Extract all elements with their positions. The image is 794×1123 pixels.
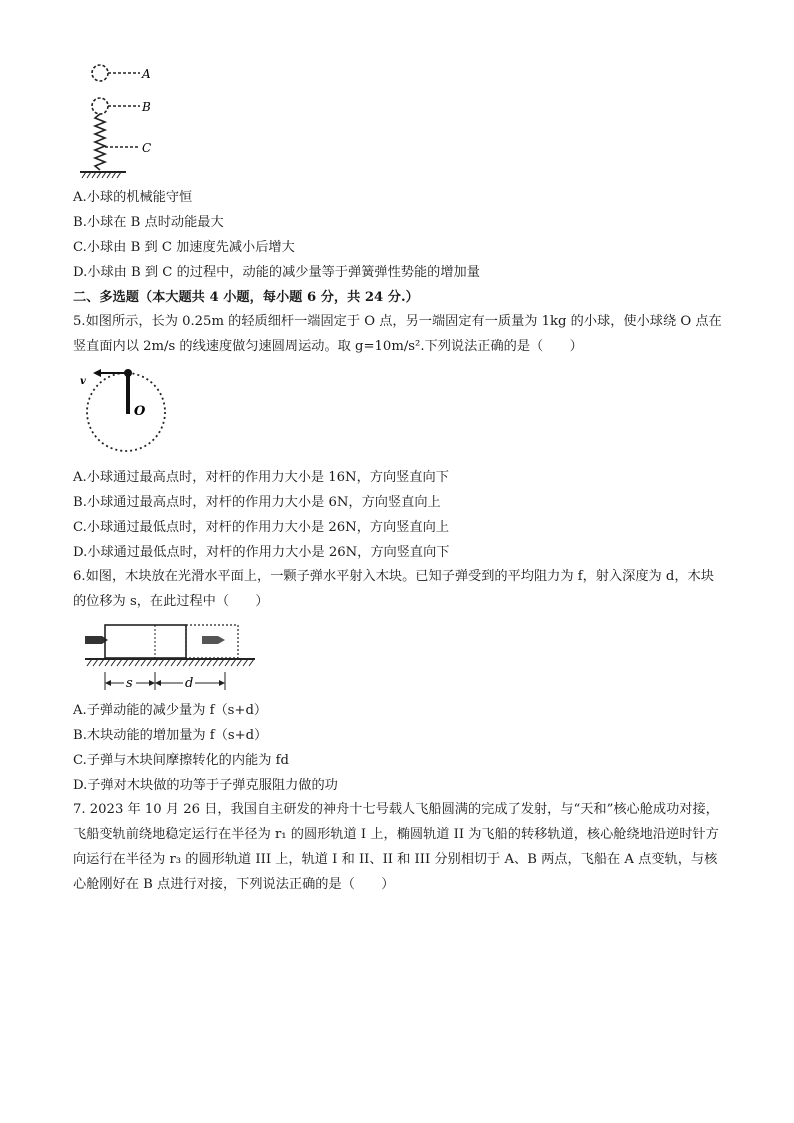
label-s: s	[126, 676, 133, 691]
label-a: A	[142, 67, 151, 81]
section-title: 二、多选题（本大题共 4 小题，每小题 6 分，共 24 分.）	[73, 290, 419, 305]
spring-figure	[78, 60, 168, 184]
label-b: B	[142, 100, 151, 114]
block-initial	[105, 625, 186, 658]
q6-option-b: B.木块动能的增加量为 f（s+d）	[73, 728, 268, 743]
q5-option-b: B.小球通过最高点时，对杆的作用力大小是 6N，方向竖直向上	[73, 495, 441, 510]
q6-option-a: A.子弹动能的减少量为 f（s+d）	[73, 703, 268, 718]
ball-position-a	[92, 65, 108, 81]
circle-rod-figure	[76, 364, 176, 458]
q5-option-d: D.小球通过最低点时，对杆的作用力大小是 26N，方向竖直向下	[73, 545, 450, 560]
q4-option-a: A.小球的机械能守恒	[73, 190, 193, 205]
q4-option-c: C.小球由 B 到 C 加速度先减小后增大	[73, 240, 295, 255]
label-v: v	[80, 376, 86, 387]
bullet-final	[202, 636, 225, 644]
q4-option-d: D.小球由 B 到 C 的过程中，动能的减少量等于弹簧弹性势能的增加量	[73, 265, 480, 280]
q5-option-a: A.小球通过最高点时，对杆的作用力大小是 16N，方向竖直向下	[73, 470, 449, 485]
bullet-block-figure	[80, 620, 260, 698]
spring	[95, 114, 105, 170]
q6-option-d: D.子弹对木块做的功等于子弹克服阻力做的功	[73, 778, 338, 793]
q6-stem: 6.如图，木块放在光滑水平面上，一颗子弹水平射入木块。已知子弹受到的平均阻力为 f，射入深度为 d，木块的位移为 s，在此过程中（ ）	[73, 569, 714, 609]
q5-option-c: C.小球通过最低点时，对杆的作用力大小是 26N，方向竖直向上	[73, 520, 450, 535]
label-c: C	[142, 141, 152, 155]
q5-stem: 5.如图所示，长为 0.25m 的轻质细杆一端固定于 O 点，另一端固定有一质量为 1kg 的小球，使小球绕 O 点在竖直面内以 2m/s 的线速度做匀速圆周运动。取 g=10m/s².下列说法正确的是（ ）	[73, 314, 722, 354]
label-d: d	[185, 676, 194, 691]
ball-position-b	[92, 98, 108, 114]
q4-option-b: B.小球在 B 点时动能最大	[73, 215, 224, 230]
q7-stem: 7. 2023 年 10 月 26 日，我国自主研发的神舟十七号载人飞船圆满的完成了发射，与“天和”核心舱成功对接，飞船变轨前绕地稳定运行在半径为 r₁ 的圆形轨道 I 上，椭圆轨道 II 为飞船的转移轨道，核心舱绕地沿逆时针方向运行在半径为 r₃ 的圆形轨道 III 上，轨道 I 和 II、II 和 III 分别相切于 A、B 两点，飞船在 A 点变轨，与核心舱刚好在 B 点进行对接，下列说法正确的是（ ）	[73, 802, 719, 892]
q6-option-c: C.子弹与木块间摩擦转化的内能为 fd	[73, 753, 289, 768]
label-o: O	[134, 404, 146, 419]
